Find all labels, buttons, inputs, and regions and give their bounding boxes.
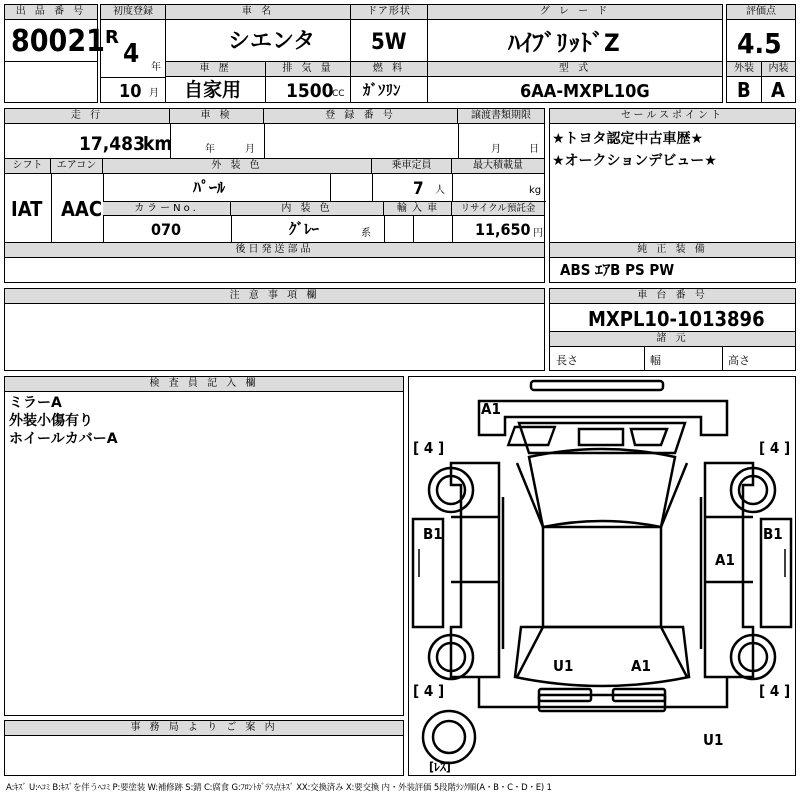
lot-number-cell xyxy=(4,4,105,62)
chassis-label: 車 台 番 号 xyxy=(550,289,795,304)
sales-point: ★トヨタ認定中古車歴★ xyxy=(552,131,704,147)
inspection-month-unit: 月 xyxy=(245,144,255,155)
sales-block xyxy=(549,108,796,283)
int-color: ｸﾞﾚｰ xyxy=(289,220,320,238)
door-cell xyxy=(350,4,428,62)
displacement-cell xyxy=(265,61,351,103)
car-name-label: 車 名 xyxy=(166,5,350,20)
first-reg-cell xyxy=(100,4,166,103)
transfer-month-unit: 月 xyxy=(491,144,501,155)
grade-label: グ レ ー ド xyxy=(428,5,722,20)
damage-mark: U1 xyxy=(553,657,574,675)
tire-fr: [ 4 ] xyxy=(759,439,791,457)
transfer-label: 譲渡書類期限 xyxy=(458,109,544,124)
later-parts-label: 後日発送部品 xyxy=(5,243,544,258)
mileage-unit: km xyxy=(143,133,173,155)
model-label: 型 式 xyxy=(428,62,722,77)
recycle-label: リサイクル預託金 xyxy=(452,202,544,216)
displacement-unit: CC xyxy=(332,89,345,99)
office-label: 事 務 局 よ り ご 案 内 xyxy=(5,721,403,736)
chassis-number: MXPL10-1013896 xyxy=(588,307,765,331)
history: 自家用 xyxy=(184,79,242,101)
shift-label: シフト xyxy=(5,159,51,174)
score: 4.5 xyxy=(737,27,782,60)
damage-mark: A1 xyxy=(631,657,651,675)
reg-month: 10 xyxy=(119,81,142,102)
score-label: 評価点 xyxy=(727,5,795,20)
ac: AAC xyxy=(61,197,103,221)
history-label: 車 歴 xyxy=(166,62,265,77)
model-cell xyxy=(427,61,723,103)
mileage: 17,483 xyxy=(79,133,145,155)
reg-year-unit: 年 xyxy=(151,62,161,73)
ext-color-label: 外 装 色 xyxy=(103,159,372,174)
sales-point: ★オークションデビュー★ xyxy=(552,153,717,169)
int-color-label: 内 装 色 xyxy=(231,202,384,216)
damage-mark: A1 xyxy=(715,551,735,569)
damage-mark: B1 xyxy=(423,525,443,543)
lot-number: 80021 xyxy=(11,24,105,59)
exterior-grade: B xyxy=(737,78,751,102)
interior-grade: A xyxy=(771,78,785,102)
tire-fl: [ 4 ] xyxy=(413,439,445,457)
tire-rl: [ 4 ] xyxy=(413,682,445,700)
damage-diagram xyxy=(408,376,796,776)
import-label: 輸 入 車 xyxy=(384,202,452,216)
displacement: 1500 xyxy=(286,80,334,102)
max-load-unit: kg xyxy=(529,185,542,196)
damage-mark: U1 xyxy=(703,731,724,749)
car-name-cell xyxy=(165,4,351,62)
int-color-unit: 系 xyxy=(361,228,371,239)
grade: ﾊｲﾌﾞﾘｯﾄﾞZ xyxy=(508,29,620,57)
color-no: 070 xyxy=(151,220,182,239)
color-no-label: カラーNo. xyxy=(103,202,231,216)
recycle-unit: 円 xyxy=(533,228,543,239)
capacity: 7 xyxy=(413,179,424,199)
mileage-label: 走 行 xyxy=(5,109,170,124)
car-outline-diagram xyxy=(409,377,795,775)
spare-tire: [ﾚｽ] xyxy=(429,760,451,774)
caution-label: 注 意 事 項 欄 xyxy=(5,289,544,304)
inspector-note: ホイールカバーA xyxy=(9,431,118,447)
era: R xyxy=(105,27,119,48)
exterior-label: 外装 xyxy=(727,62,761,77)
transfer-day-unit: 日 xyxy=(529,144,539,155)
fuel: ｶﾞｿﾘﾝ xyxy=(363,81,401,99)
caution-block xyxy=(4,288,545,371)
reg-no-label: 登 録 番 号 xyxy=(264,109,458,124)
capacity-unit: 人 xyxy=(435,185,445,196)
first-reg-label: 初度登録 xyxy=(101,5,165,20)
office-block xyxy=(4,720,404,776)
capacity-label: 乗車定員 xyxy=(372,159,452,174)
ext-color: ﾊﾟｰﾙ xyxy=(193,178,226,197)
height-label: 高さ xyxy=(728,354,750,367)
chassis-block xyxy=(549,288,796,371)
grade-cell xyxy=(427,4,723,62)
exterior-cell xyxy=(726,61,762,103)
sales-label: セールスポイント xyxy=(550,109,795,124)
fuel-label: 燃 料 xyxy=(351,62,427,77)
score-cell xyxy=(726,4,796,62)
inspector-block xyxy=(4,376,404,716)
ac-label: エアコン xyxy=(51,159,103,174)
dims-label: 諸 元 xyxy=(550,332,795,347)
equipment: ABS ｴｱB PS PW xyxy=(560,261,675,279)
inspection-label: 車 検 xyxy=(170,109,264,124)
displacement-label: 排 気 量 xyxy=(266,62,350,77)
recycle: 11,650 xyxy=(475,220,531,239)
inspector-note: 外装小傷有り xyxy=(9,413,93,429)
reg-year: 4 xyxy=(123,39,140,69)
width-label: 幅 xyxy=(650,354,661,367)
shift: IAT xyxy=(11,197,43,221)
tire-rr: [ 4 ] xyxy=(759,682,791,700)
car-name: シエンタ xyxy=(228,29,316,54)
door: 5W xyxy=(371,30,407,55)
length-label: 長さ xyxy=(556,354,578,367)
max-load-label: 最大積載量 xyxy=(452,159,544,174)
lot-blank-cell xyxy=(4,61,98,103)
inspector-note: ミラーA xyxy=(9,395,62,411)
inspection-year-unit: 年 xyxy=(205,144,215,155)
lot-number-label: 出 品 番 号 xyxy=(5,5,97,20)
details-block xyxy=(4,108,545,283)
reg-month-unit: 月 xyxy=(149,88,159,99)
fuel-cell xyxy=(350,61,428,103)
door-label: ドア形状 xyxy=(351,5,427,20)
interior-label: 内装 xyxy=(762,62,795,77)
damage-mark: B1 xyxy=(763,525,783,543)
damage-mark: A1 xyxy=(481,400,501,418)
model: 6AA-MXPL10G xyxy=(520,81,650,102)
inspector-label: 検 査 員 記 入 欄 xyxy=(5,377,403,392)
legend: A:ｷｽﾞ U:ﾍｺﾐ B:ｷｽﾞを伴うﾍｺﾐ P:要塗装 W:補修跡 S:錆 C:腐食 G:ﾌﾛﾝﾄｶﾞﾗｽ点ｷｽﾞ XX:交換済み X:要交換 内・外装評価 5段階ﾗﾝｸ順(A・B・C・D・E) 1 xyxy=(6,783,552,793)
interior-cell xyxy=(761,61,796,103)
history-cell xyxy=(165,61,266,103)
equipment-label: 純 正 装 備 xyxy=(550,243,795,258)
